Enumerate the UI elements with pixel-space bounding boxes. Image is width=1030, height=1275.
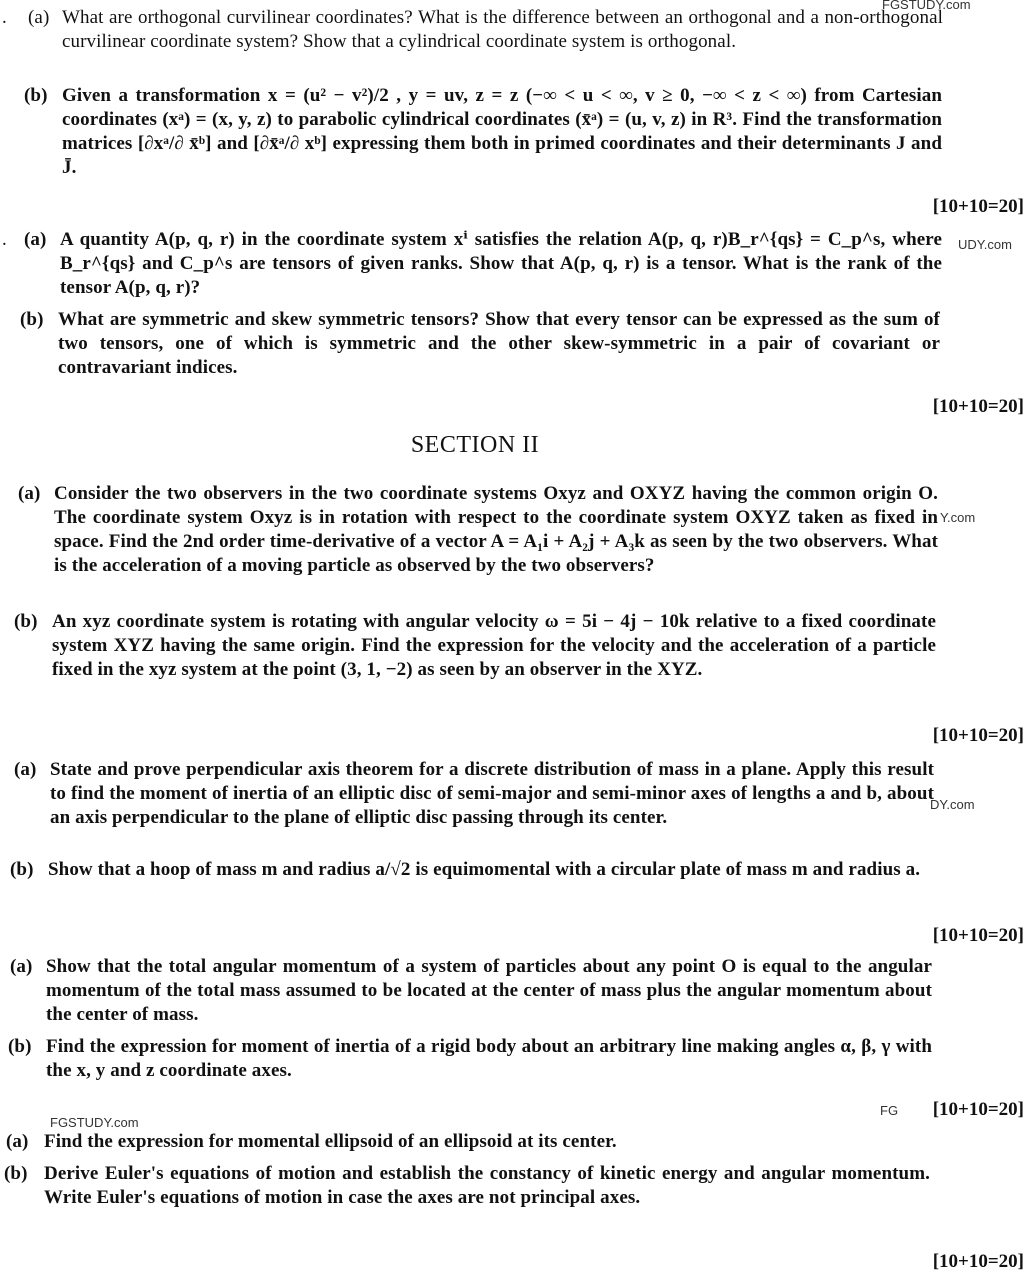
question-6b [4, 1162, 930, 1210]
marks-q4: [10+10=20] [932, 925, 1024, 946]
part-label: (a) [24, 229, 47, 250]
question-2b [20, 308, 940, 380]
section-heading: SECTION II [410, 432, 540, 458]
watermark: FGSTUDY.com [50, 1115, 139, 1130]
part-text: What are symmetric and skew symmetric tensors? Show that every tensor can be expressed as the sum of two tensors, one of which is symmetric and the other skew-symmetric in a pair of covariant or contravariant indices. [58, 309, 940, 378]
part-text: Find the expression for moment of inertia of a rigid body about an arbitrary line making angles α, β, γ with the x, y and z coordinate axes. [46, 1036, 932, 1081]
part-label: (b) [10, 859, 34, 880]
part-text: Show that the total angular momentum of a system of particles about any point O is equal to the angular momentum of the total mass assumed to be located at the center of mass plus the angular momentum about the center of mass. [46, 956, 932, 1025]
question-6a [6, 1130, 930, 1154]
question-4a [14, 758, 934, 830]
marks-q2: [10+10=20] [932, 396, 1024, 417]
watermark: FGSTUDY.com [882, 0, 971, 12]
marks-q6: [10+10=20] [932, 1251, 1024, 1272]
part-label: (b) [14, 611, 38, 632]
part-label: (b) [20, 309, 44, 330]
question-2a [24, 228, 942, 300]
part-text: State and prove perpendicular axis theorem for a discrete distribution of mass in a plane. Apply this result to find the moment of inertia of an elliptic disc of semi-major and semi-minor axes of lengths a and b, about an axis perpendicular to the plane of elliptic disc passing through its center. [50, 759, 934, 828]
part-label: (a) [10, 956, 33, 977]
question-4b [10, 858, 934, 882]
part-label: (a) [18, 483, 41, 504]
part-text: Show that a hoop of mass m and radius a/√2 is equimomental with a circular plate of mass m and radius a. [48, 859, 921, 880]
watermark: DY.com [930, 797, 975, 812]
marks-q3: [10+10=20] [932, 725, 1024, 746]
part-label: (a) [6, 1131, 29, 1152]
part-text: What are orthogonal curvilinear coordinates? What is the difference between an orthogonal and a non-orthogonal curvilinear coordinate system? Show that a cylindrical coordinate system is orthogonal. [62, 7, 943, 52]
question-3b [14, 610, 936, 682]
question-1a [28, 6, 943, 54]
question-5b [8, 1035, 932, 1083]
part-text: A quantity A(p, q, r) in the coordinate system xⁱ satisfies the relation A(p, q, r)B_r^{qs} = C_p^s, where B_r^{qs} and C_p^s are tensors of given ranks. Show that A(p, q, r) is a tensor. What is the rank of the tensor A(p, q, r)? [60, 229, 942, 298]
part-text: An xyz coordinate system is rotating with angular velocity ω = 5i − 4j − 10k relative to a fixed coordinate system XYZ having the same origin. Find the expression for the velocity and the acceleration of a particle fixed in the xyz system at the point (3, 1, −2) as seen by an observer in the XYZ. [52, 611, 936, 680]
part-label: (b) [4, 1163, 28, 1184]
question-5a [10, 955, 932, 1027]
part-text: Find the expression for momental ellipsoid of an ellipsoid at its center. [44, 1131, 617, 1152]
question-marker: . [2, 7, 7, 28]
part-text: Derive Euler's equations of motion and establish the constancy of kinetic energy and angular momentum. Write Euler's equations of motion in case the axes are not principal axes. [44, 1163, 930, 1208]
marks-q1: [10+10=20] [932, 196, 1024, 217]
watermark: Y.com [940, 510, 976, 525]
part-label: (b) [24, 85, 48, 106]
question-1b [24, 84, 942, 180]
marks-q5: [10+10=20] [932, 1099, 1024, 1120]
watermark: UDY.com [958, 237, 1012, 252]
question-3a [18, 482, 938, 578]
watermark: FG [880, 1103, 899, 1118]
part-text: Consider the two observers in the two coordinate systems Oxyz and OXYZ having the common origin O. The coordinate system Oxyz is in rotation with respect to the coordinate system OXYZ taken as fixed in space. Find the 2nd order time-derivative of a vector A = A₁i + A₂j + A₃k as seen by the two observers. What is the acceleration of a moving particle as observed by the two observers? [54, 483, 938, 576]
part-text: Given a transformation x = (u² − v²)/2 , y = uv, z = z (−∞ < u < ∞, v ≥ 0, −∞ < z < ∞) from Cartesian coordinates (xᵃ) = (x, y, z) to parabolic cylindrical coordinates (x̄ᵃ) = (u, v, z) in R³. Find the transformation matrices [∂xᵃ/∂ x̄ᵇ] and [∂x̄ᵃ/∂ xᵇ] expressing them both in primed coordinates and their determinants J and J̄. [62, 85, 942, 178]
part-label: (a) [28, 7, 50, 28]
part-label: (a) [14, 759, 37, 780]
question-marker: . [2, 229, 7, 250]
part-label: (b) [8, 1036, 32, 1057]
